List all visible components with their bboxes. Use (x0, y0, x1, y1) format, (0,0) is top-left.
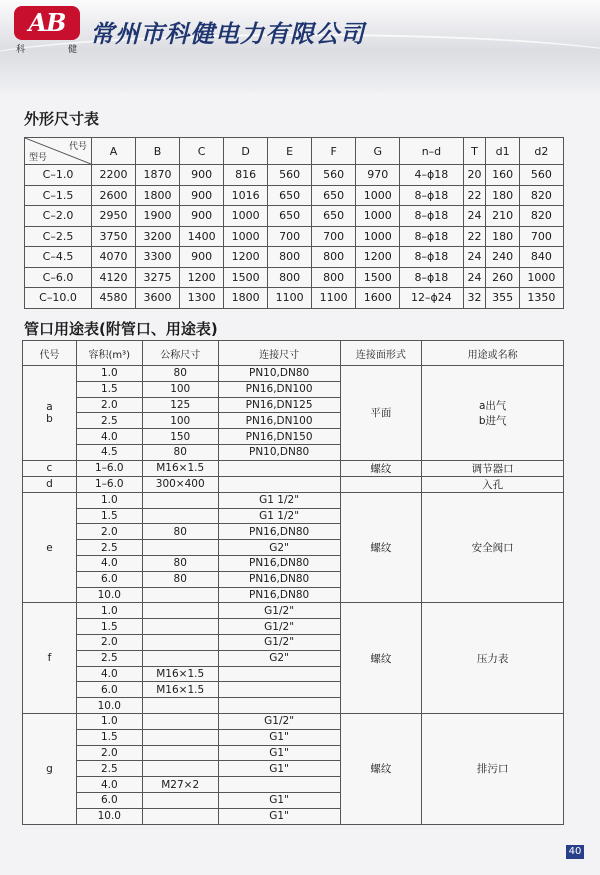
table-row (23, 492, 564, 508)
connection-size-cell: G1/2" (218, 634, 340, 650)
nominal-size-cell: 80 (142, 571, 218, 587)
nominal-size-cell (142, 587, 218, 603)
table-row (25, 267, 564, 288)
table-cell: 2950 (92, 206, 136, 227)
table-cell: 4–ϕ18 (400, 165, 463, 186)
table-cell: 8–ϕ18 (400, 206, 463, 227)
table-cell: 355 (486, 288, 519, 309)
table-cell: 700 (268, 226, 312, 247)
table-cell: 820 (519, 206, 563, 227)
nominal-size-cell: 125 (142, 397, 218, 413)
volume-cell: 1.5 (76, 381, 142, 397)
connection-size-cell: G1" (218, 792, 340, 808)
table-row (23, 603, 564, 619)
table-cell: 8–ϕ18 (400, 247, 463, 268)
volume-cell: 1.5 (76, 729, 142, 745)
table-cell: 900 (180, 247, 224, 268)
logo-sub-left: 科 (16, 45, 26, 55)
volume-cell: 6.0 (76, 682, 142, 698)
nominal-size-cell: 80 (142, 524, 218, 540)
model-cell: C–2.0 (25, 206, 92, 227)
volume-cell: 2.0 (76, 745, 142, 761)
table-cell: 8–ϕ18 (400, 226, 463, 247)
nominal-size-cell: 100 (142, 413, 218, 429)
table-cell: 1100 (312, 288, 356, 309)
table-cell: 1400 (180, 226, 224, 247)
table-cell: 3300 (136, 247, 180, 268)
connection-size-cell: G1" (218, 808, 340, 824)
connection-size-cell (218, 476, 340, 492)
table-cell: 22 (463, 185, 486, 206)
column-header: F (312, 138, 356, 165)
column-header: D (224, 138, 268, 165)
connection-size-cell (218, 666, 340, 682)
table-row (23, 713, 564, 729)
table-row (25, 226, 564, 247)
connection-size-cell: PN16,DN100 (218, 381, 340, 397)
nominal-size-cell (142, 634, 218, 650)
nominal-size-cell (142, 540, 218, 556)
table-cell: 8–ϕ18 (400, 185, 463, 206)
nominal-size-cell (142, 698, 218, 714)
volume-cell: 10.0 (76, 698, 142, 714)
volume-cell: 2.0 (76, 397, 142, 413)
table-cell: 816 (224, 165, 268, 186)
connection-face-cell: 螺纹 (340, 713, 422, 824)
table-cell: 2200 (92, 165, 136, 186)
ports-table (22, 340, 564, 825)
table-cell: 1200 (356, 247, 400, 268)
table-cell: 650 (268, 206, 312, 227)
connection-size-cell: G1/2" (218, 713, 340, 729)
nominal-size-cell: 100 (142, 381, 218, 397)
page-number: 40 (566, 845, 584, 859)
table-cell: 1000 (224, 206, 268, 227)
connection-face-cell: 平面 (340, 366, 422, 461)
volume-cell: 1–6.0 (76, 476, 142, 492)
table-cell: 22 (463, 226, 486, 247)
dimensions-table (24, 137, 564, 309)
column-header: 代号 (23, 341, 77, 366)
nominal-size-cell (142, 792, 218, 808)
connection-size-cell (218, 460, 340, 476)
volume-cell: 1–6.0 (76, 460, 142, 476)
column-header: B (136, 138, 180, 165)
column-header: 容积(m³) (76, 341, 142, 366)
nominal-size-cell: M27×2 (142, 777, 218, 793)
table-cell: 800 (268, 247, 312, 268)
table-cell: 1500 (356, 267, 400, 288)
table-cell: 12–ϕ24 (400, 288, 463, 309)
connection-size-cell: G2" (218, 540, 340, 556)
model-cell: C–1.5 (25, 185, 92, 206)
table-cell: 650 (268, 185, 312, 206)
usage-cell: 入孔 (422, 476, 564, 492)
connection-size-cell: G1 1/2" (218, 508, 340, 524)
column-header: d2 (519, 138, 563, 165)
table-cell: 560 (519, 165, 563, 186)
volume-cell: 4.0 (76, 429, 142, 445)
port-code-cell: f (23, 603, 77, 714)
company-logo (14, 6, 80, 55)
table-cell: 4070 (92, 247, 136, 268)
table-cell: 180 (486, 226, 519, 247)
table-cell: 800 (312, 267, 356, 288)
port-code-cell: d (23, 476, 77, 492)
table-cell: 560 (312, 165, 356, 186)
nominal-size-cell (142, 492, 218, 508)
connection-face-cell: 螺纹 (340, 460, 422, 476)
port-code-cell: e (23, 492, 77, 603)
volume-cell: 1.0 (76, 492, 142, 508)
model-cell: C–10.0 (25, 288, 92, 309)
table-cell: 3750 (92, 226, 136, 247)
table-cell: 970 (356, 165, 400, 186)
table-cell: 8–ϕ18 (400, 267, 463, 288)
table-cell: 1900 (136, 206, 180, 227)
table-cell: 700 (519, 226, 563, 247)
column-header: 用途或名称 (422, 341, 564, 366)
table-row (25, 206, 564, 227)
table-cell: 820 (519, 185, 563, 206)
table-cell: 700 (312, 226, 356, 247)
connection-size-cell: G1" (218, 745, 340, 761)
column-header: T (463, 138, 486, 165)
usage-cell: a出气 b进气 (422, 366, 564, 461)
volume-cell: 4.5 (76, 444, 142, 460)
table-row (25, 247, 564, 268)
ports-title: 管口用途表(附管口、用途表) (24, 320, 218, 338)
nominal-size-cell (142, 729, 218, 745)
volume-cell: 4.0 (76, 666, 142, 682)
connection-size-cell: PN16,DN80 (218, 587, 340, 603)
connection-size-cell (218, 698, 340, 714)
table-header-row (25, 138, 564, 165)
volume-cell: 1.0 (76, 713, 142, 729)
table-cell: 1000 (224, 226, 268, 247)
logo-text: AB (28, 8, 66, 37)
connection-size-cell: G1/2" (218, 619, 340, 635)
volume-cell: 10.0 (76, 808, 142, 824)
column-header: 连接面形式 (340, 341, 422, 366)
connection-size-cell (218, 682, 340, 698)
port-code-cell: c (23, 460, 77, 476)
page-header (0, 0, 600, 92)
port-code-cell: g (23, 713, 77, 824)
connection-size-cell: PN10,DN80 (218, 444, 340, 460)
connection-face-cell (340, 476, 422, 492)
table-cell: 3275 (136, 267, 180, 288)
table-cell: 24 (463, 267, 486, 288)
table-cell: 800 (268, 267, 312, 288)
company-name: 常州市科健电力有限公司 (90, 20, 365, 48)
column-header: n–d (400, 138, 463, 165)
nominal-size-cell: 80 (142, 366, 218, 382)
column-header: 公称尺寸 (142, 341, 218, 366)
table-cell: 1016 (224, 185, 268, 206)
nominal-size-cell: 150 (142, 429, 218, 445)
nominal-size-cell: M16×1.5 (142, 666, 218, 682)
connection-size-cell: G1/2" (218, 603, 340, 619)
table-cell: 180 (486, 185, 519, 206)
port-code-cell: a b (23, 366, 77, 461)
column-header: 连接尺寸 (218, 341, 340, 366)
table-cell: 3200 (136, 226, 180, 247)
table-cell: 3600 (136, 288, 180, 309)
volume-cell: 4.0 (76, 555, 142, 571)
nominal-size-cell (142, 713, 218, 729)
volume-cell: 2.5 (76, 413, 142, 429)
table-cell: 1870 (136, 165, 180, 186)
nominal-size-cell: 300×400 (142, 476, 218, 492)
table-cell: 560 (268, 165, 312, 186)
connection-size-cell: PN16,DN125 (218, 397, 340, 413)
volume-cell: 10.0 (76, 587, 142, 603)
volume-cell: 2.0 (76, 524, 142, 540)
table-cell: 210 (486, 206, 519, 227)
nominal-size-cell (142, 745, 218, 761)
column-header: G (356, 138, 400, 165)
table-cell: 1800 (136, 185, 180, 206)
table-cell: 160 (486, 165, 519, 186)
table-cell: 24 (463, 206, 486, 227)
connection-size-cell: PN10,DN80 (218, 366, 340, 382)
table-cell: 650 (312, 185, 356, 206)
nominal-size-cell (142, 808, 218, 824)
table-cell: 800 (312, 247, 356, 268)
connection-size-cell: PN16,DN80 (218, 571, 340, 587)
corner-bottom-label: 型号 (29, 153, 48, 163)
column-header: E (268, 138, 312, 165)
connection-size-cell: G1" (218, 729, 340, 745)
table-row (23, 460, 564, 476)
volume-cell: 1.0 (76, 603, 142, 619)
usage-cell: 压力表 (422, 603, 564, 714)
logo-sub-right: 健 (68, 45, 78, 55)
dimensions-title: 外形尺寸表 (24, 110, 100, 128)
nominal-size-cell: M16×1.5 (142, 460, 218, 476)
nominal-size-cell (142, 761, 218, 777)
table-row (25, 288, 564, 309)
connection-size-cell: PN16,DN80 (218, 555, 340, 571)
logo-mark (14, 6, 80, 40)
volume-cell: 1.5 (76, 619, 142, 635)
model-cell: C–1.0 (25, 165, 92, 186)
table-cell: 4120 (92, 267, 136, 288)
nominal-size-cell: M16×1.5 (142, 682, 218, 698)
connection-size-cell: PN16,DN100 (218, 413, 340, 429)
column-header: d1 (486, 138, 519, 165)
volume-cell: 2.0 (76, 634, 142, 650)
table-cell: 1000 (519, 267, 563, 288)
volume-cell: 1.0 (76, 366, 142, 382)
nominal-size-cell (142, 603, 218, 619)
volume-cell: 2.5 (76, 761, 142, 777)
nominal-size-cell (142, 508, 218, 524)
table-cell: 840 (519, 247, 563, 268)
table-row (23, 476, 564, 492)
connection-size-cell: G1" (218, 761, 340, 777)
volume-cell: 4.0 (76, 777, 142, 793)
model-cell: C–4.5 (25, 247, 92, 268)
table-cell: 1200 (224, 247, 268, 268)
table-cell: 4580 (92, 288, 136, 309)
table-row (25, 185, 564, 206)
volume-cell: 2.5 (76, 650, 142, 666)
table-cell: 900 (180, 206, 224, 227)
model-cell: C–6.0 (25, 267, 92, 288)
table-header-row (23, 341, 564, 366)
table-cell: 20 (463, 165, 486, 186)
connection-size-cell: PN16,DN80 (218, 524, 340, 540)
usage-cell: 排污口 (422, 713, 564, 824)
table-cell: 1350 (519, 288, 563, 309)
corner-top-label: 代号 (68, 142, 87, 152)
table-row (23, 366, 564, 382)
connection-size-cell (218, 777, 340, 793)
volume-cell: 1.5 (76, 508, 142, 524)
table-cell: 1200 (180, 267, 224, 288)
table-cell: 240 (486, 247, 519, 268)
table-row (25, 165, 564, 186)
table-cell: 1800 (224, 288, 268, 309)
column-header: A (92, 138, 136, 165)
volume-cell: 2.5 (76, 540, 142, 556)
connection-face-cell: 螺纹 (340, 603, 422, 714)
volume-cell: 6.0 (76, 571, 142, 587)
table-cell: 1300 (180, 288, 224, 309)
table-cell: 1000 (356, 185, 400, 206)
connection-size-cell: G2" (218, 650, 340, 666)
nominal-size-cell: 80 (142, 555, 218, 571)
table-cell: 1600 (356, 288, 400, 309)
table-cell: 1000 (356, 206, 400, 227)
table-cell: 900 (180, 165, 224, 186)
connection-face-cell: 螺纹 (340, 492, 422, 603)
nominal-size-cell (142, 619, 218, 635)
usage-cell: 安全阀口 (422, 492, 564, 603)
connection-size-cell: PN16,DN150 (218, 429, 340, 445)
table-cell: 260 (486, 267, 519, 288)
table-cell: 900 (180, 185, 224, 206)
column-header: C (180, 138, 224, 165)
table-cell: 1500 (224, 267, 268, 288)
connection-size-cell: G1 1/2" (218, 492, 340, 508)
table-cell: 2600 (92, 185, 136, 206)
model-cell: C–2.5 (25, 226, 92, 247)
table-cell: 24 (463, 247, 486, 268)
table-cell: 1000 (356, 226, 400, 247)
corner-header (25, 138, 92, 165)
table-cell: 650 (312, 206, 356, 227)
nominal-size-cell: 80 (142, 444, 218, 460)
table-cell: 1100 (268, 288, 312, 309)
usage-cell: 调节器口 (422, 460, 564, 476)
table-cell: 32 (463, 288, 486, 309)
volume-cell: 6.0 (76, 792, 142, 808)
nominal-size-cell (142, 650, 218, 666)
